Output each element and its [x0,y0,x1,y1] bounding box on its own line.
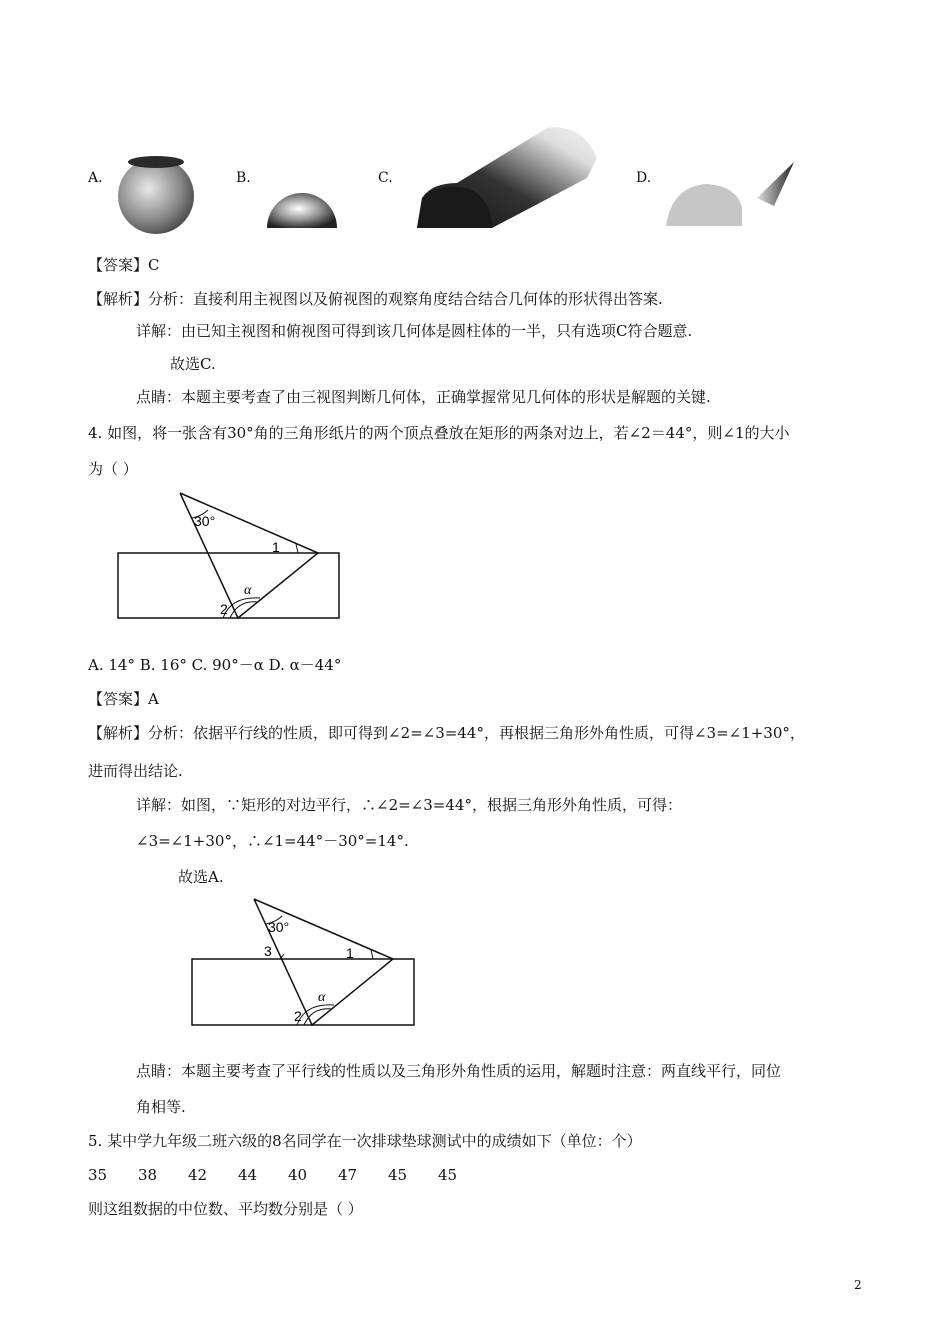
q4-stem-line2: 为（ ） [88,460,138,478]
q4-detail-line1: 详解：如图，∵矩形的对边平行，∴∠2=∠3=44°，根据三角形外角性质，可得： [136,796,682,814]
q3-comment: 点睛：本题主要考查了由三视图判断几何体，正确掌握常见几何体的形状是解题的关键. [136,388,711,406]
q4-analysis-line1: 【解析】分析：依据平行线的性质，即可得到∠2=∠3=44°，再根据三角形外角性质，可得∠3=∠1+30°， [88,724,805,742]
q3-choose: 故选C. [170,355,216,373]
q5-scores-row [88,1166,488,1184]
score: 45 [438,1166,458,1184]
q4-choose: 故选A. [178,868,224,886]
triangle-rectangle-figure-2 [186,894,426,1034]
q4-answer: 【答案】A [88,690,159,708]
score: 38 [138,1166,158,1184]
page-number: 2 [854,1278,862,1292]
option-c-label: C. [378,170,393,186]
option-b-label: B. [236,170,251,186]
fig2-label-1: 1 [346,945,354,961]
q3-analysis: 【解析】分析：直接利用主视图以及俯视图的观察角度结合结合几何体的形状得出答案. [88,290,663,308]
q4-options: A. 14° B. 16° C. 90°－α D. α－44° [88,656,342,674]
q3-answer: 【答案】C [88,256,160,274]
fig2-label-alpha: α [318,990,326,1005]
q5-stem: 5. 某中学九年级二班六级的8名同学在一次排球垫球测试中的成绩如下（单位：个） [88,1132,642,1150]
triangle-rectangle-figure-1 [110,488,350,628]
q4-detail-line2: ∠3=∠1+30°，∴∠1=44°－30°=14°. [136,832,409,850]
score: 45 [388,1166,408,1184]
score: 35 [88,1166,108,1184]
q4-analysis-line2: 进而得出结论. [88,762,183,780]
hemisphere-image [262,178,342,233]
fig1-label-2: 2 [220,601,228,617]
q3-detail: 详解：由已知主视图和俯视图可得到该几何体是圆柱体的一半，只有选项C符合题意. [136,322,693,340]
sphere-bowl-image [112,148,202,238]
fig1-label-1: 1 [272,539,280,555]
q5-question: 则这组数据的中位数、平均数分别是（ ） [88,1200,363,1218]
score: 40 [288,1166,308,1184]
cone-on-dome-image [662,158,802,228]
half-cylinder-image [412,128,602,234]
q4-comment-line1: 点睛：本题主要考查了平行线的性质以及三角形外角性质的运用，解题时注意：两直线平行，同位 [136,1062,782,1080]
score: 47 [338,1166,358,1184]
option-d-label: D. [636,170,652,186]
fig1-label-alpha: α [244,583,252,598]
score: 44 [238,1166,258,1184]
fig2-angle-30: 30° [268,919,290,935]
option-a-label: A. [88,170,103,186]
fig2-label-3: 3 [264,943,272,959]
score: 42 [188,1166,208,1184]
q4-stem-line1: 4. 如图，将一张含有30°角的三角形纸片的两个顶点叠放在矩形的两条对边上，若∠2＝44°，则∠1的大小 [88,424,790,442]
fig2-label-2: 2 [294,1008,302,1024]
q4-comment-line2: 角相等. [136,1098,186,1116]
fig1-angle-30: 30° [194,513,216,529]
